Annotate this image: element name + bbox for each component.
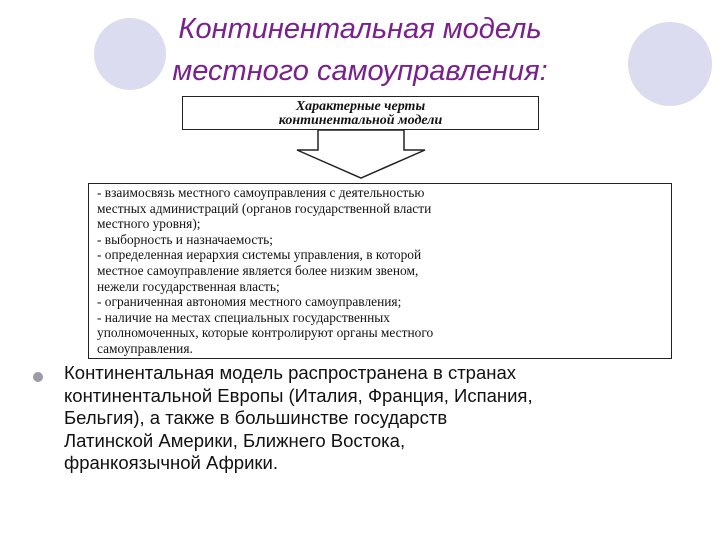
feature-line: местных администраций (органов государственной власти: [97, 200, 432, 216]
diagram-features-box: [88, 183, 672, 359]
bullet-icon: [33, 372, 43, 382]
bullet-line: Континентальная модель распространена в странах: [64, 362, 517, 383]
feature-line: - взаимосвязь местного самоуправления с деятельностью: [97, 185, 425, 200]
feature-line: уполномоченных, которые контролируют органы местного: [97, 325, 434, 341]
title-line-1: Континентальная модель: [178, 13, 542, 45]
bullet-line: Бельгия), а также в большинстве государств: [64, 407, 448, 428]
feature-line: - наличие на местах специальных государственных: [97, 309, 390, 325]
feature-line: - выборность и назначаемость;: [97, 231, 274, 247]
feature-line: нежели государственная власть;: [97, 278, 280, 294]
bullet-paragraph: [64, 362, 694, 475]
bullet-line: франкоязычной Африки.: [64, 452, 278, 473]
diagram-header-line-1: Характерные черты: [295, 99, 426, 114]
feature-line: самоуправления.: [97, 340, 193, 356]
feature-line: - определенная иерархия системы управления, в которой: [97, 247, 422, 263]
feature-line: местное самоуправление является более низким звеном,: [97, 262, 419, 278]
title-line-2: местного самоуправления:: [172, 55, 548, 87]
diagram-header-line-2: континентальной модели: [278, 113, 443, 128]
feature-line: местного уровня);: [97, 216, 201, 232]
feature-line: - ограниченная автономия местного самоуправления;: [97, 294, 402, 310]
bullet-line: Латинской Америки, Ближнего Востока,: [64, 429, 406, 451]
bullet-line: континентальной Европы (Италия, Франция, Испания,: [64, 384, 533, 406]
